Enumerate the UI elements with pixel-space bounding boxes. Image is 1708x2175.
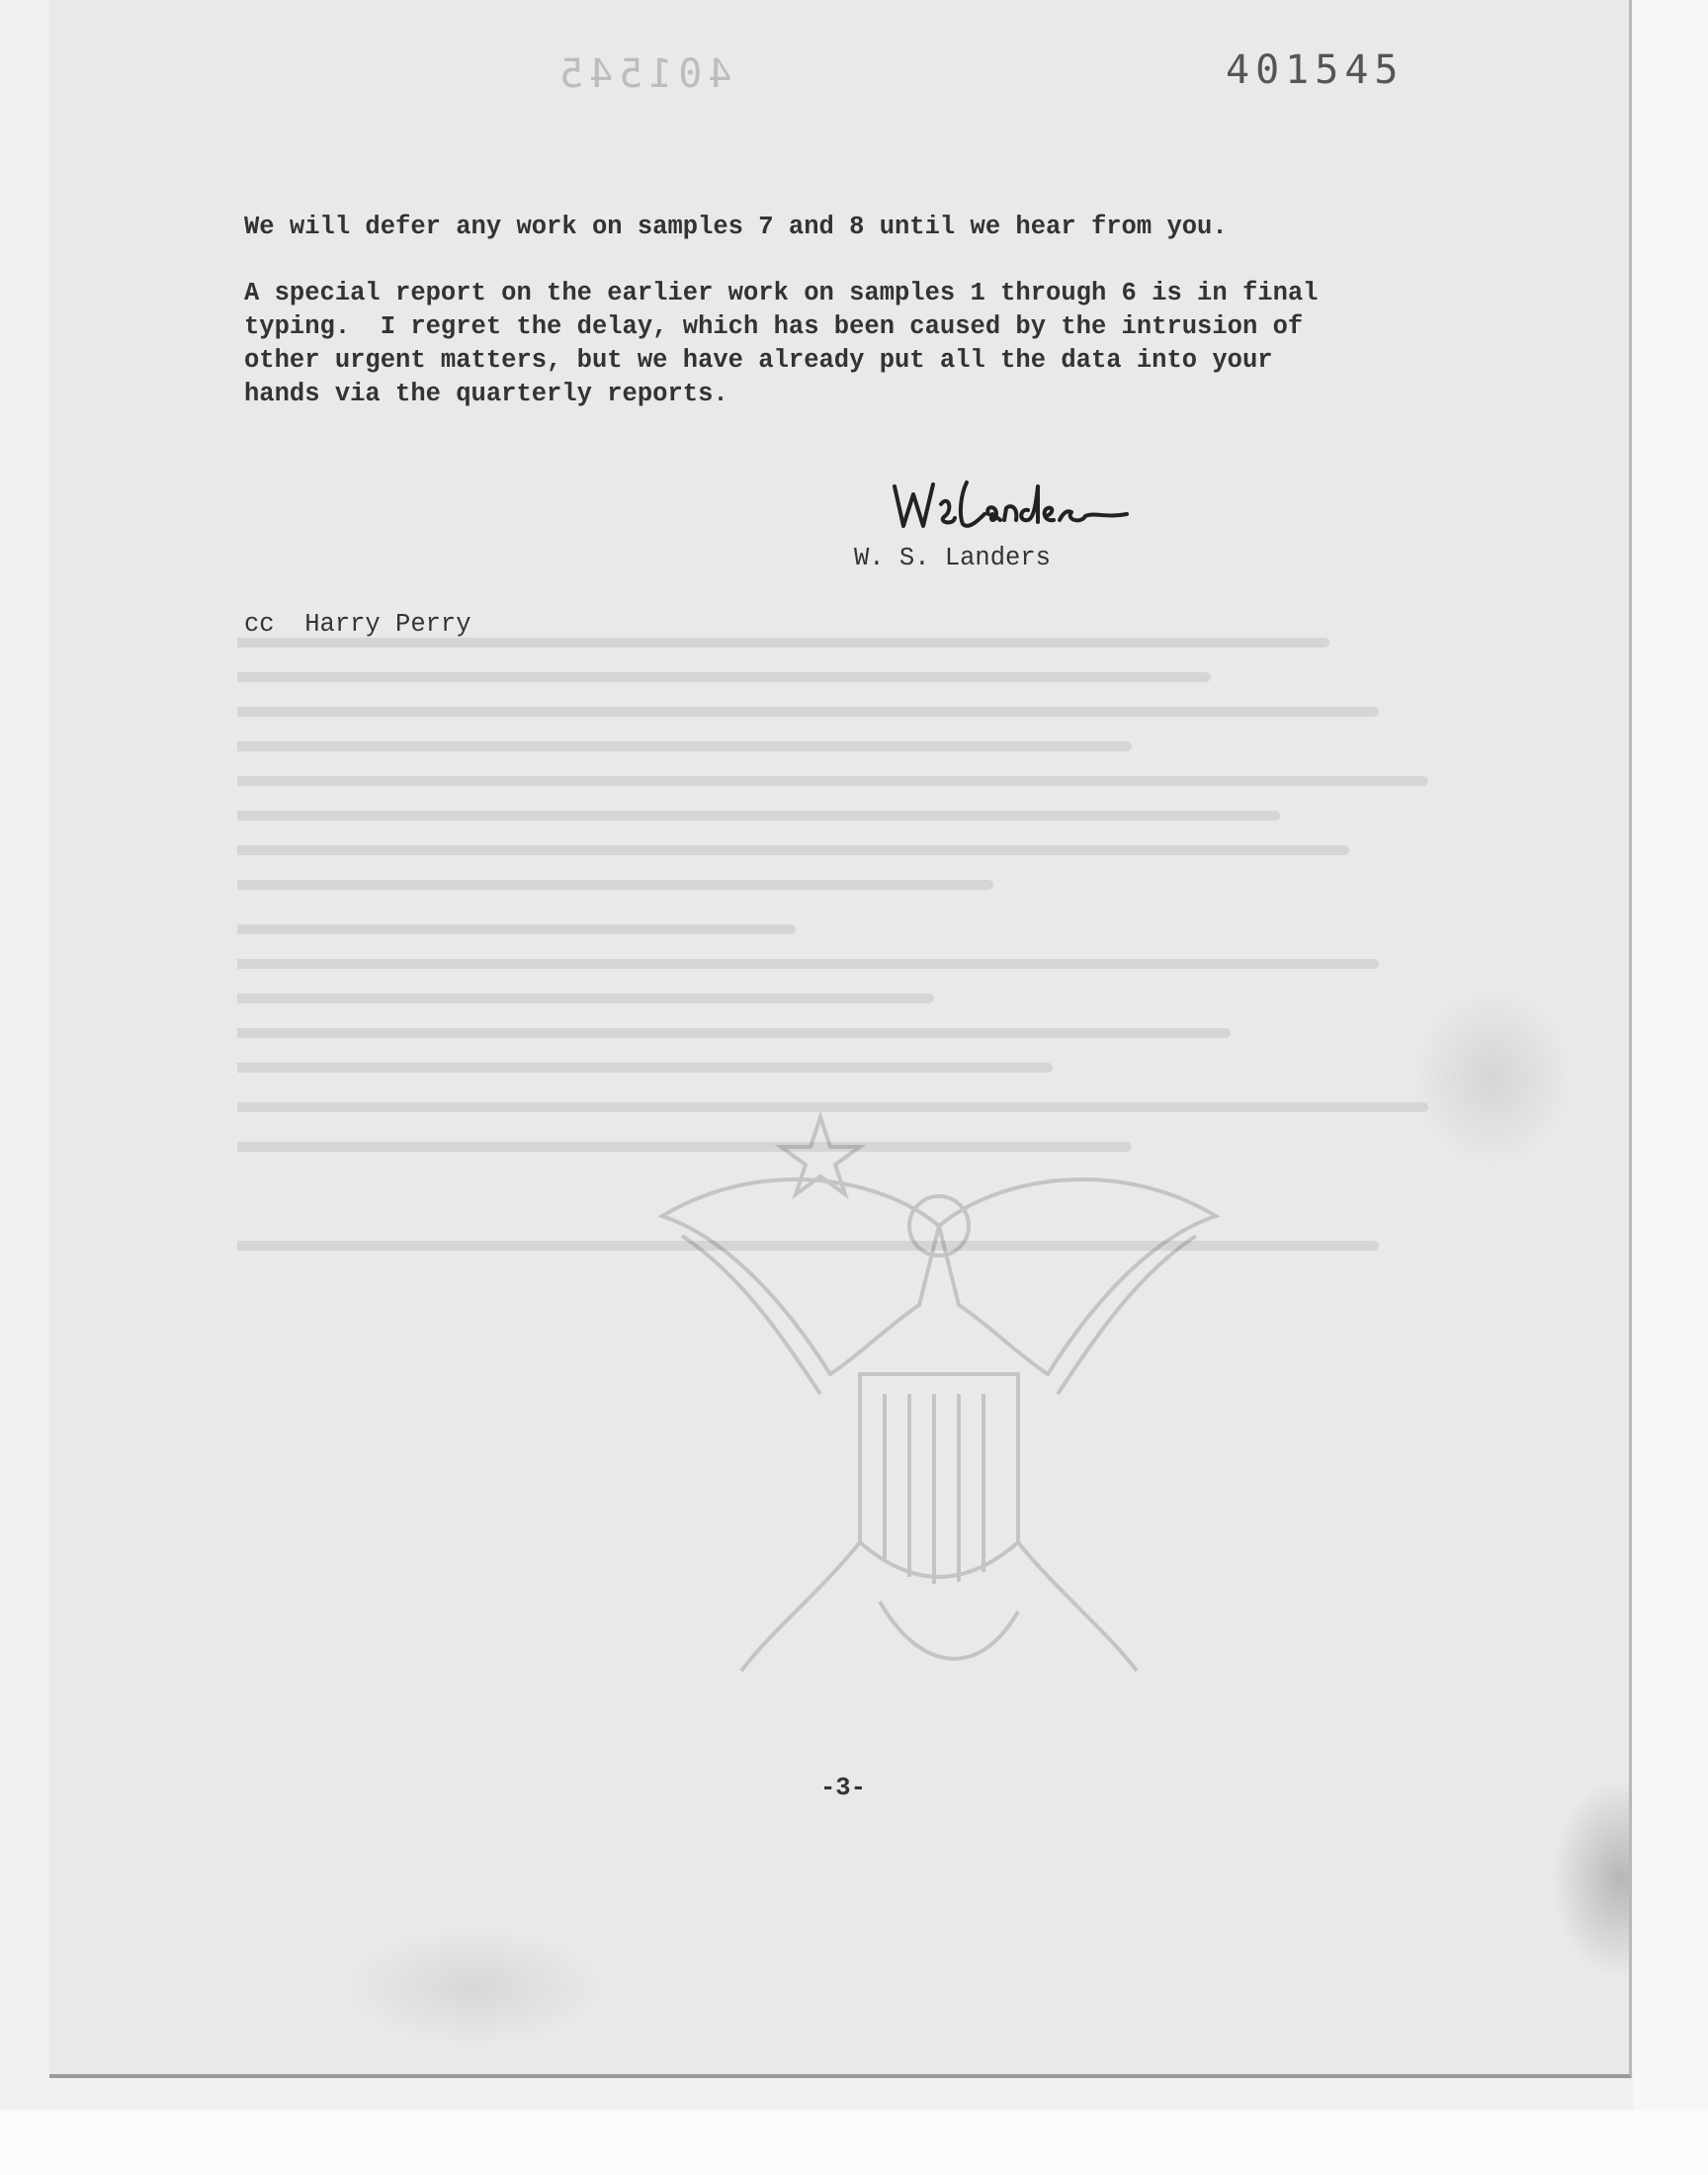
stamp-number: 401545: [1226, 47, 1405, 93]
body-paragraph: A special report on the earlier work on samples 1 through 6 is in final typing. I regret the delay, which has been caused by the intrusion of other urgent matters, but we have already put all the data into your hands via the quarterly reports.: [244, 279, 1319, 408]
scan-smudge: [346, 1928, 603, 2046]
eagle-seal-watermark: [623, 1078, 1255, 1710]
document-page: [49, 0, 1632, 2078]
signer-name: W. S. Landers: [854, 544, 1051, 572]
handwritten-signature: [890, 465, 1147, 554]
body-paragraph: We will defer any work on samples 7 and 8 until we hear from you.: [244, 213, 1228, 241]
scan-smudge: [1552, 1780, 1632, 1977]
scan-margin: [1633, 0, 1708, 2175]
cc-line: cc Harry Perry: [244, 610, 471, 639]
scan-margin-bottom: [0, 2110, 1708, 2175]
bleed-through-stamp-number: 401545: [554, 51, 732, 97]
signature-text: W. S. Landers: [890, 465, 897, 466]
page-number: -3-: [820, 1774, 866, 1802]
